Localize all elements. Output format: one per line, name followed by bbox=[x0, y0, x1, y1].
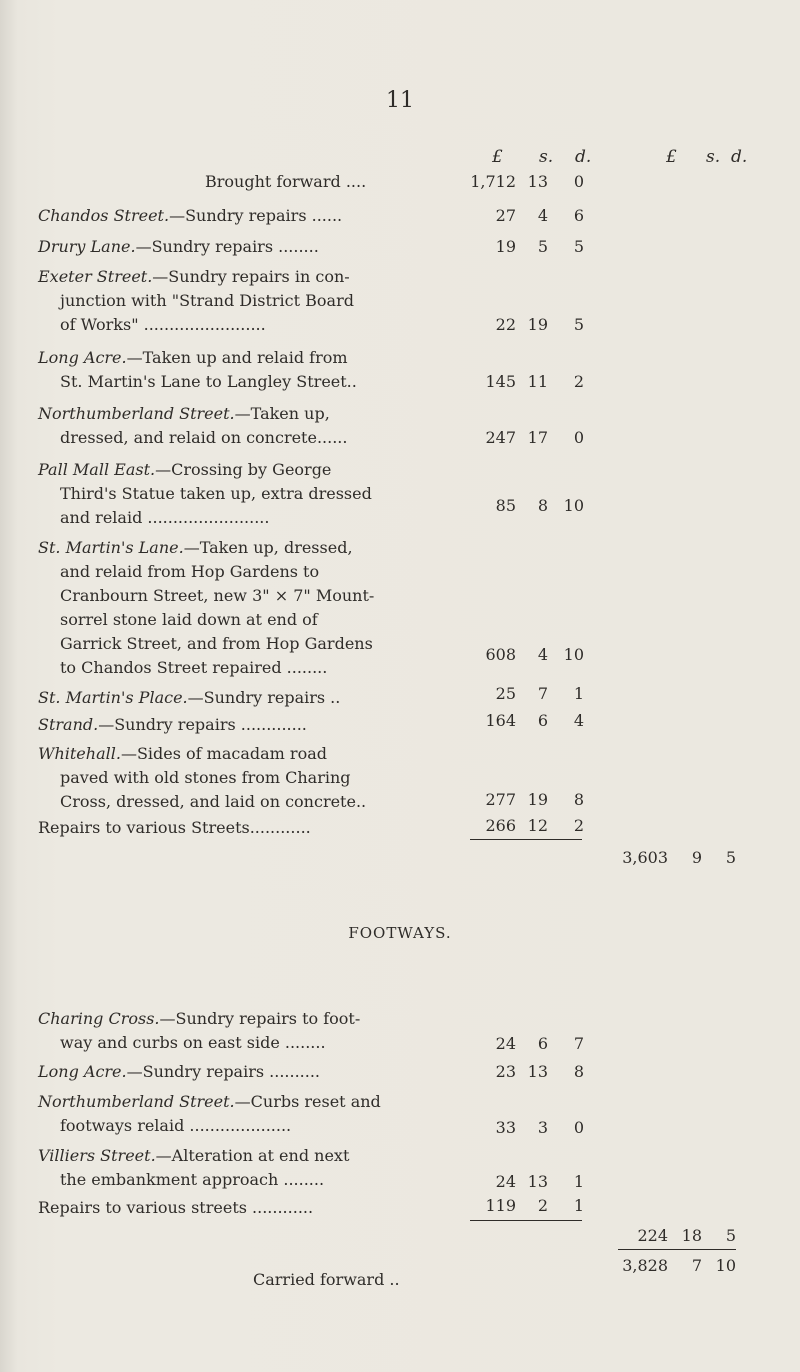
entry-line: St. Martin's Lane to Langley Street.. bbox=[60, 372, 357, 391]
header-pence: d. bbox=[575, 147, 592, 167]
entry-line: Garrick Street, and from Hop Gardens bbox=[60, 634, 373, 653]
entry-whitehall: Whitehall.—Sides of macadam road bbox=[38, 744, 327, 763]
entry-line: and relaid ........................ bbox=[60, 508, 270, 527]
entry-strand: Strand.—Sundry repairs ............. bbox=[38, 715, 307, 734]
entry-line: way and curbs on east side ........ bbox=[60, 1033, 326, 1052]
entry-line: the embankment approach ........ bbox=[60, 1170, 325, 1189]
entry-charing-cross: Charing Cross.—Sundry repairs to foot- bbox=[38, 1009, 361, 1028]
entry-long-acre-footway: Long Acre.—Sundry repairs .......... bbox=[38, 1062, 321, 1081]
entry-line: Third's Statue taken up, extra dressed bbox=[60, 484, 372, 503]
subtotal-rule bbox=[470, 1220, 582, 1221]
brought-forward-label: Brought forward .... bbox=[205, 172, 367, 191]
entry-chandos-street: Chandos Street.—Sundry repairs ...... bbox=[38, 206, 343, 225]
entry-various-streets: Repairs to various Streets............ bbox=[38, 818, 311, 837]
entry-northumberland-street: Northumberland Street.—Taken up, bbox=[38, 404, 330, 423]
entry-line: sorrel stone laid down at end of bbox=[60, 610, 318, 629]
header-total-shillings: s. bbox=[706, 147, 721, 167]
entry-northumberland-street-footway: Northumberland Street.—Curbs reset and bbox=[38, 1092, 381, 1111]
entry-exeter-street: Exeter Street.—Sundry repairs in con- bbox=[38, 267, 350, 286]
header-total-pence: d. bbox=[731, 147, 748, 167]
header-pounds: £ bbox=[492, 147, 503, 167]
amount-shillings: 13 bbox=[527, 172, 548, 191]
entry-st-martins-place: St. Martin's Place.—Sundry repairs .. bbox=[38, 688, 341, 707]
subtotal-rule bbox=[470, 839, 582, 840]
entry-st-martins-lane: St. Martin's Lane.—Taken up, dressed, bbox=[38, 538, 353, 557]
entry-line: Cranbourn Street, new 3" × 7" Mount- bbox=[60, 586, 375, 605]
footways-heading: FOOTWAYS. bbox=[348, 924, 452, 942]
entry-line: and relaid from Hop Gardens to bbox=[60, 562, 320, 581]
entry-line: dressed, and relaid on concrete...... bbox=[60, 428, 348, 447]
amount-pounds: 1,712 bbox=[470, 172, 516, 191]
entry-line: paved with old stones from Charing bbox=[60, 768, 351, 787]
entry-line: Cross, dressed, and laid on concrete.. bbox=[60, 792, 367, 811]
entry-line: to Chandos Street repaired ........ bbox=[60, 658, 328, 677]
page-number: 11 bbox=[386, 88, 414, 113]
entry-various-streets-footway: Repairs to various streets ............ bbox=[38, 1198, 314, 1217]
total-rule bbox=[618, 1249, 736, 1250]
amount-pence: 0 bbox=[573, 172, 584, 191]
header-shillings: s. bbox=[539, 147, 554, 167]
carried-forward-label: Carried forward .. bbox=[253, 1270, 400, 1289]
entry-line: footways relaid .................... bbox=[60, 1116, 292, 1135]
header-total-pounds: £ bbox=[666, 147, 677, 167]
entry-villiers-street: Villiers Street.—Alteration at end next bbox=[38, 1146, 350, 1165]
entry-pall-mall-east: Pall Mall East.—Crossing by George bbox=[38, 460, 332, 479]
entry-long-acre: Long Acre.—Taken up and relaid from bbox=[38, 348, 348, 367]
entry-drury-lane: Drury Lane.—Sundry repairs ........ bbox=[38, 237, 319, 256]
page: 11 £ s. d. £ s. d. Brought forward .... 1,712 13 0 Chandos Street.—Sundry repairs ...... 27 4 6 Drury Lane.—Sundry repairs ........ 19 5 5 Exeter Street.—Sundry repairs in con- junction with "Strand District Board of Works" ........................ 22 19 5 Long Acre.—Taken up and relaid from St. Martin's Lane to Langley Street.. 145 11 2 Northumberland Street.—Taken up, dressed, and relaid on concrete...... 247 17 0 Pall Mall East.—Crossing by George Third's Statue taken up, extra dressed and relaid ........................ 85 8 10 St. Martin's Lane.—Taken up, dressed, and relaid from Hop Gardens to Cranbourn Street, new 3" × 7" Mount- sorrel stone laid down at end of Garrick Street, and from Hop Gardens to Chandos Street repaired ........ 608 4 10 St. Martin's Place.—Sundry repairs .. 25 7 1 Strand.—Sundry repairs ............. 164 6 4 Whitehall.—Sides of macadam road paved with old stones from Charing Cross, dressed, and laid on concrete.. 277 19 8 Repairs to various Streets............ 266 12 2 3,603 9 5 FOOTWAYS. Charing Cross.—Sundry repairs to foot- way and curbs on east side ........ 24 6 7 Long Acre.—Sundry repairs .......... 23 13 8 Northumberland Street.—Curbs reset and footways relaid .................... 33 3 0 Villiers Street.—Alteration at end next the embankment approach ........ 24 13 1 Repairs to various streets ............ 119 2 1 224 18 5 3,828 7 10 Carried forward .. bbox=[0, 0, 800, 1372]
entry-line: of Works" ........................ bbox=[60, 315, 266, 334]
entry-line: junction with "Strand District Board bbox=[60, 291, 354, 310]
